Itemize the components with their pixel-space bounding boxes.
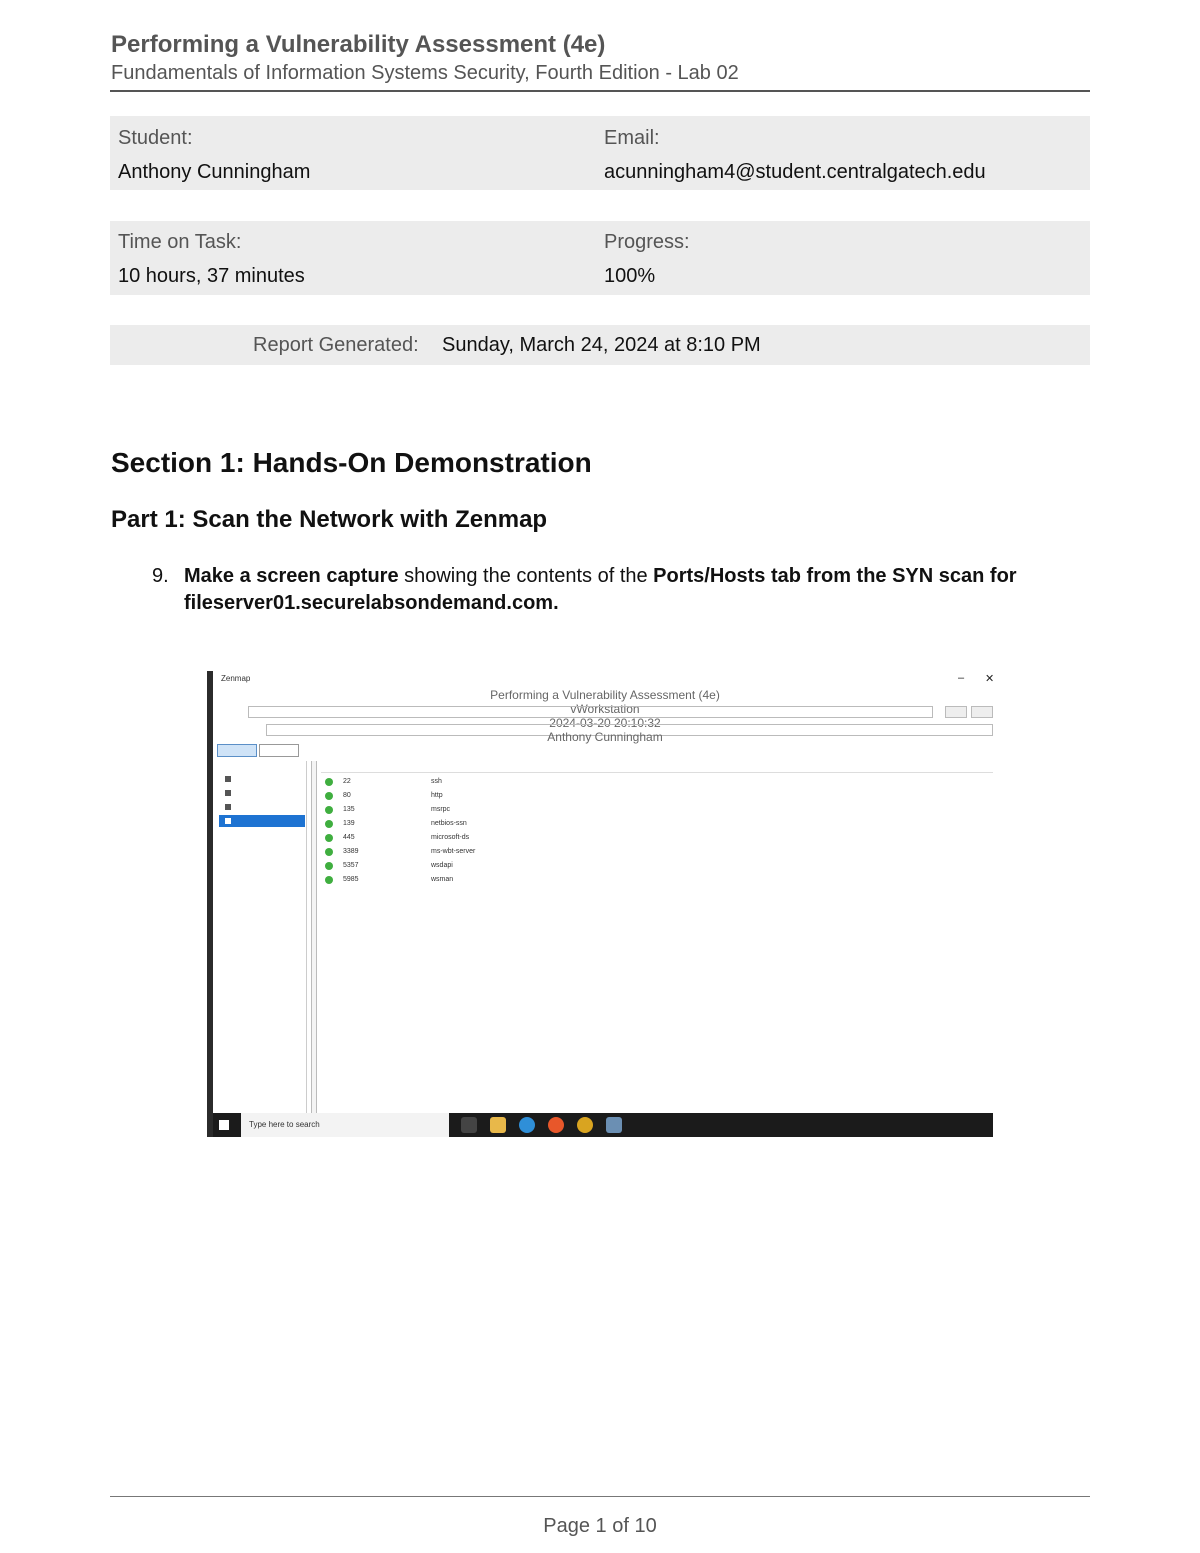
student-info-box	[110, 116, 1090, 190]
computer-icon	[225, 818, 231, 824]
progress-value: 100%	[604, 265, 656, 287]
zenmap-screenshot	[207, 671, 993, 1137]
port-number: 22	[343, 778, 351, 785]
watermark-line-3: 2024-03-20 20:10:32	[549, 716, 661, 730]
screenshot-taskbar	[213, 1113, 993, 1137]
open-port-icon	[325, 778, 333, 786]
screenshot-services-tab	[259, 744, 299, 757]
student-value: Anthony Cunningham	[118, 161, 311, 183]
report-generated-box	[110, 325, 1090, 365]
screenshot-host-item	[219, 787, 305, 799]
taskbar-search: Type here to search	[241, 1113, 449, 1137]
student-label: Student:	[118, 127, 193, 149]
student-field	[118, 125, 310, 185]
port-number: 135	[343, 806, 355, 813]
system-tray	[885, 1113, 993, 1137]
question-text-1: showing the contents of the	[398, 565, 654, 587]
header-divider	[110, 90, 1090, 92]
port-number: 80	[343, 792, 351, 799]
port-number: 5985	[343, 876, 359, 883]
email-field	[604, 125, 986, 185]
screenshot-scan-button	[945, 706, 967, 718]
report-value: Sunday, March 24, 2024 at 8:10 PM	[442, 334, 761, 356]
computer-icon	[225, 776, 231, 782]
port-service: http	[431, 792, 443, 799]
port-service: wsdapi	[431, 862, 453, 869]
question-number: 9.	[152, 565, 169, 587]
port-number: 3389	[343, 848, 359, 855]
time-value: 10 hours, 37 minutes	[118, 265, 305, 287]
port-service: wsman	[431, 876, 454, 883]
question-text	[184, 563, 1089, 617]
port-service: ssh	[431, 778, 442, 785]
time-label: Time on Task:	[118, 231, 242, 253]
screenshot-host-item-selected	[219, 815, 305, 827]
screenshot-port-row	[321, 789, 621, 803]
port-service: ms-wbt-server	[431, 848, 476, 855]
progress-label: Progress:	[604, 231, 690, 253]
screenshot-ports-header	[321, 761, 993, 773]
open-port-icon	[325, 834, 333, 842]
document-subtitle: Fundamentals of Information Systems Security, Fourth Edition - Lab 02	[111, 62, 739, 84]
zenmap-taskbar-icon	[606, 1117, 622, 1133]
screenshot-port-row	[321, 831, 621, 845]
question-bold-1: Make a screen capture	[184, 565, 399, 587]
screenshot-pane-divider	[311, 761, 317, 1113]
minimize-icon: –	[958, 672, 965, 684]
open-port-icon	[325, 862, 333, 870]
computer-icon	[225, 790, 231, 796]
screenshot-titlebar	[213, 671, 993, 687]
part-title: Part 1: Scan the Network with Zenmap	[111, 506, 548, 533]
screenshot-app-title: Zenmap	[221, 674, 251, 683]
file-explorer-icon	[490, 1117, 506, 1133]
windows-start-icon	[219, 1120, 229, 1130]
open-port-icon	[325, 792, 333, 800]
screenshot-host-item	[219, 801, 305, 813]
open-port-icon	[325, 820, 333, 828]
time-field	[118, 229, 305, 289]
port-service: netbios-ssn	[431, 820, 467, 827]
task-view-icon	[461, 1117, 477, 1133]
document-header	[111, 30, 1090, 86]
watermark-line-2: vWorkstation	[570, 702, 640, 716]
screenshot-port-row	[321, 859, 621, 873]
screenshot-cancel-button	[971, 706, 993, 718]
watermark-line-1: Performing a Vulnerability Assessment (4e)	[490, 688, 720, 702]
question-bold-2: Ports/Hosts tab from the SYN scan for fileserver01.securelabsondemand.com.	[184, 565, 1017, 614]
screenshot-hosts-tab	[217, 744, 257, 757]
open-port-icon	[325, 848, 333, 856]
screenshot-port-row	[321, 803, 621, 817]
port-number: 445	[343, 834, 355, 841]
email-label: Email:	[604, 127, 660, 149]
close-icon: ✕	[985, 673, 995, 685]
email-value: acunningham4@student.centralgatech.edu	[604, 161, 986, 183]
screenshot-port-row	[321, 817, 621, 831]
computer-icon	[225, 804, 231, 810]
screenshot-port-row	[321, 873, 621, 887]
edge-icon	[519, 1117, 535, 1133]
progress-info-box	[110, 221, 1090, 295]
open-port-icon	[325, 876, 333, 884]
port-number: 139	[343, 820, 355, 827]
progress-field	[604, 229, 690, 289]
section-title: Section 1: Hands-On Demonstration	[111, 447, 592, 478]
page-number: Page 1 of 10	[543, 1515, 657, 1537]
open-port-icon	[325, 806, 333, 814]
screenshot-port-row	[321, 775, 621, 789]
report-label: Report Generated:	[253, 334, 419, 356]
watermark-line-4: Anthony Cunningham	[547, 730, 663, 744]
footer-divider	[110, 1496, 1090, 1497]
screenshot-ports-table	[321, 761, 993, 1113]
chrome-icon	[577, 1117, 593, 1133]
screenshot-port-row	[321, 845, 621, 859]
port-service: microsoft-ds	[431, 834, 470, 841]
screenshot-host-item	[219, 773, 305, 785]
document-title: Performing a Vulnerability Assessment (4e)	[111, 31, 606, 58]
screenshot-host-list	[217, 761, 307, 1113]
port-number: 5357	[343, 862, 359, 869]
port-service: msrpc	[431, 806, 451, 813]
screenshot-host-tabs	[217, 742, 307, 758]
firefox-icon	[548, 1117, 564, 1133]
